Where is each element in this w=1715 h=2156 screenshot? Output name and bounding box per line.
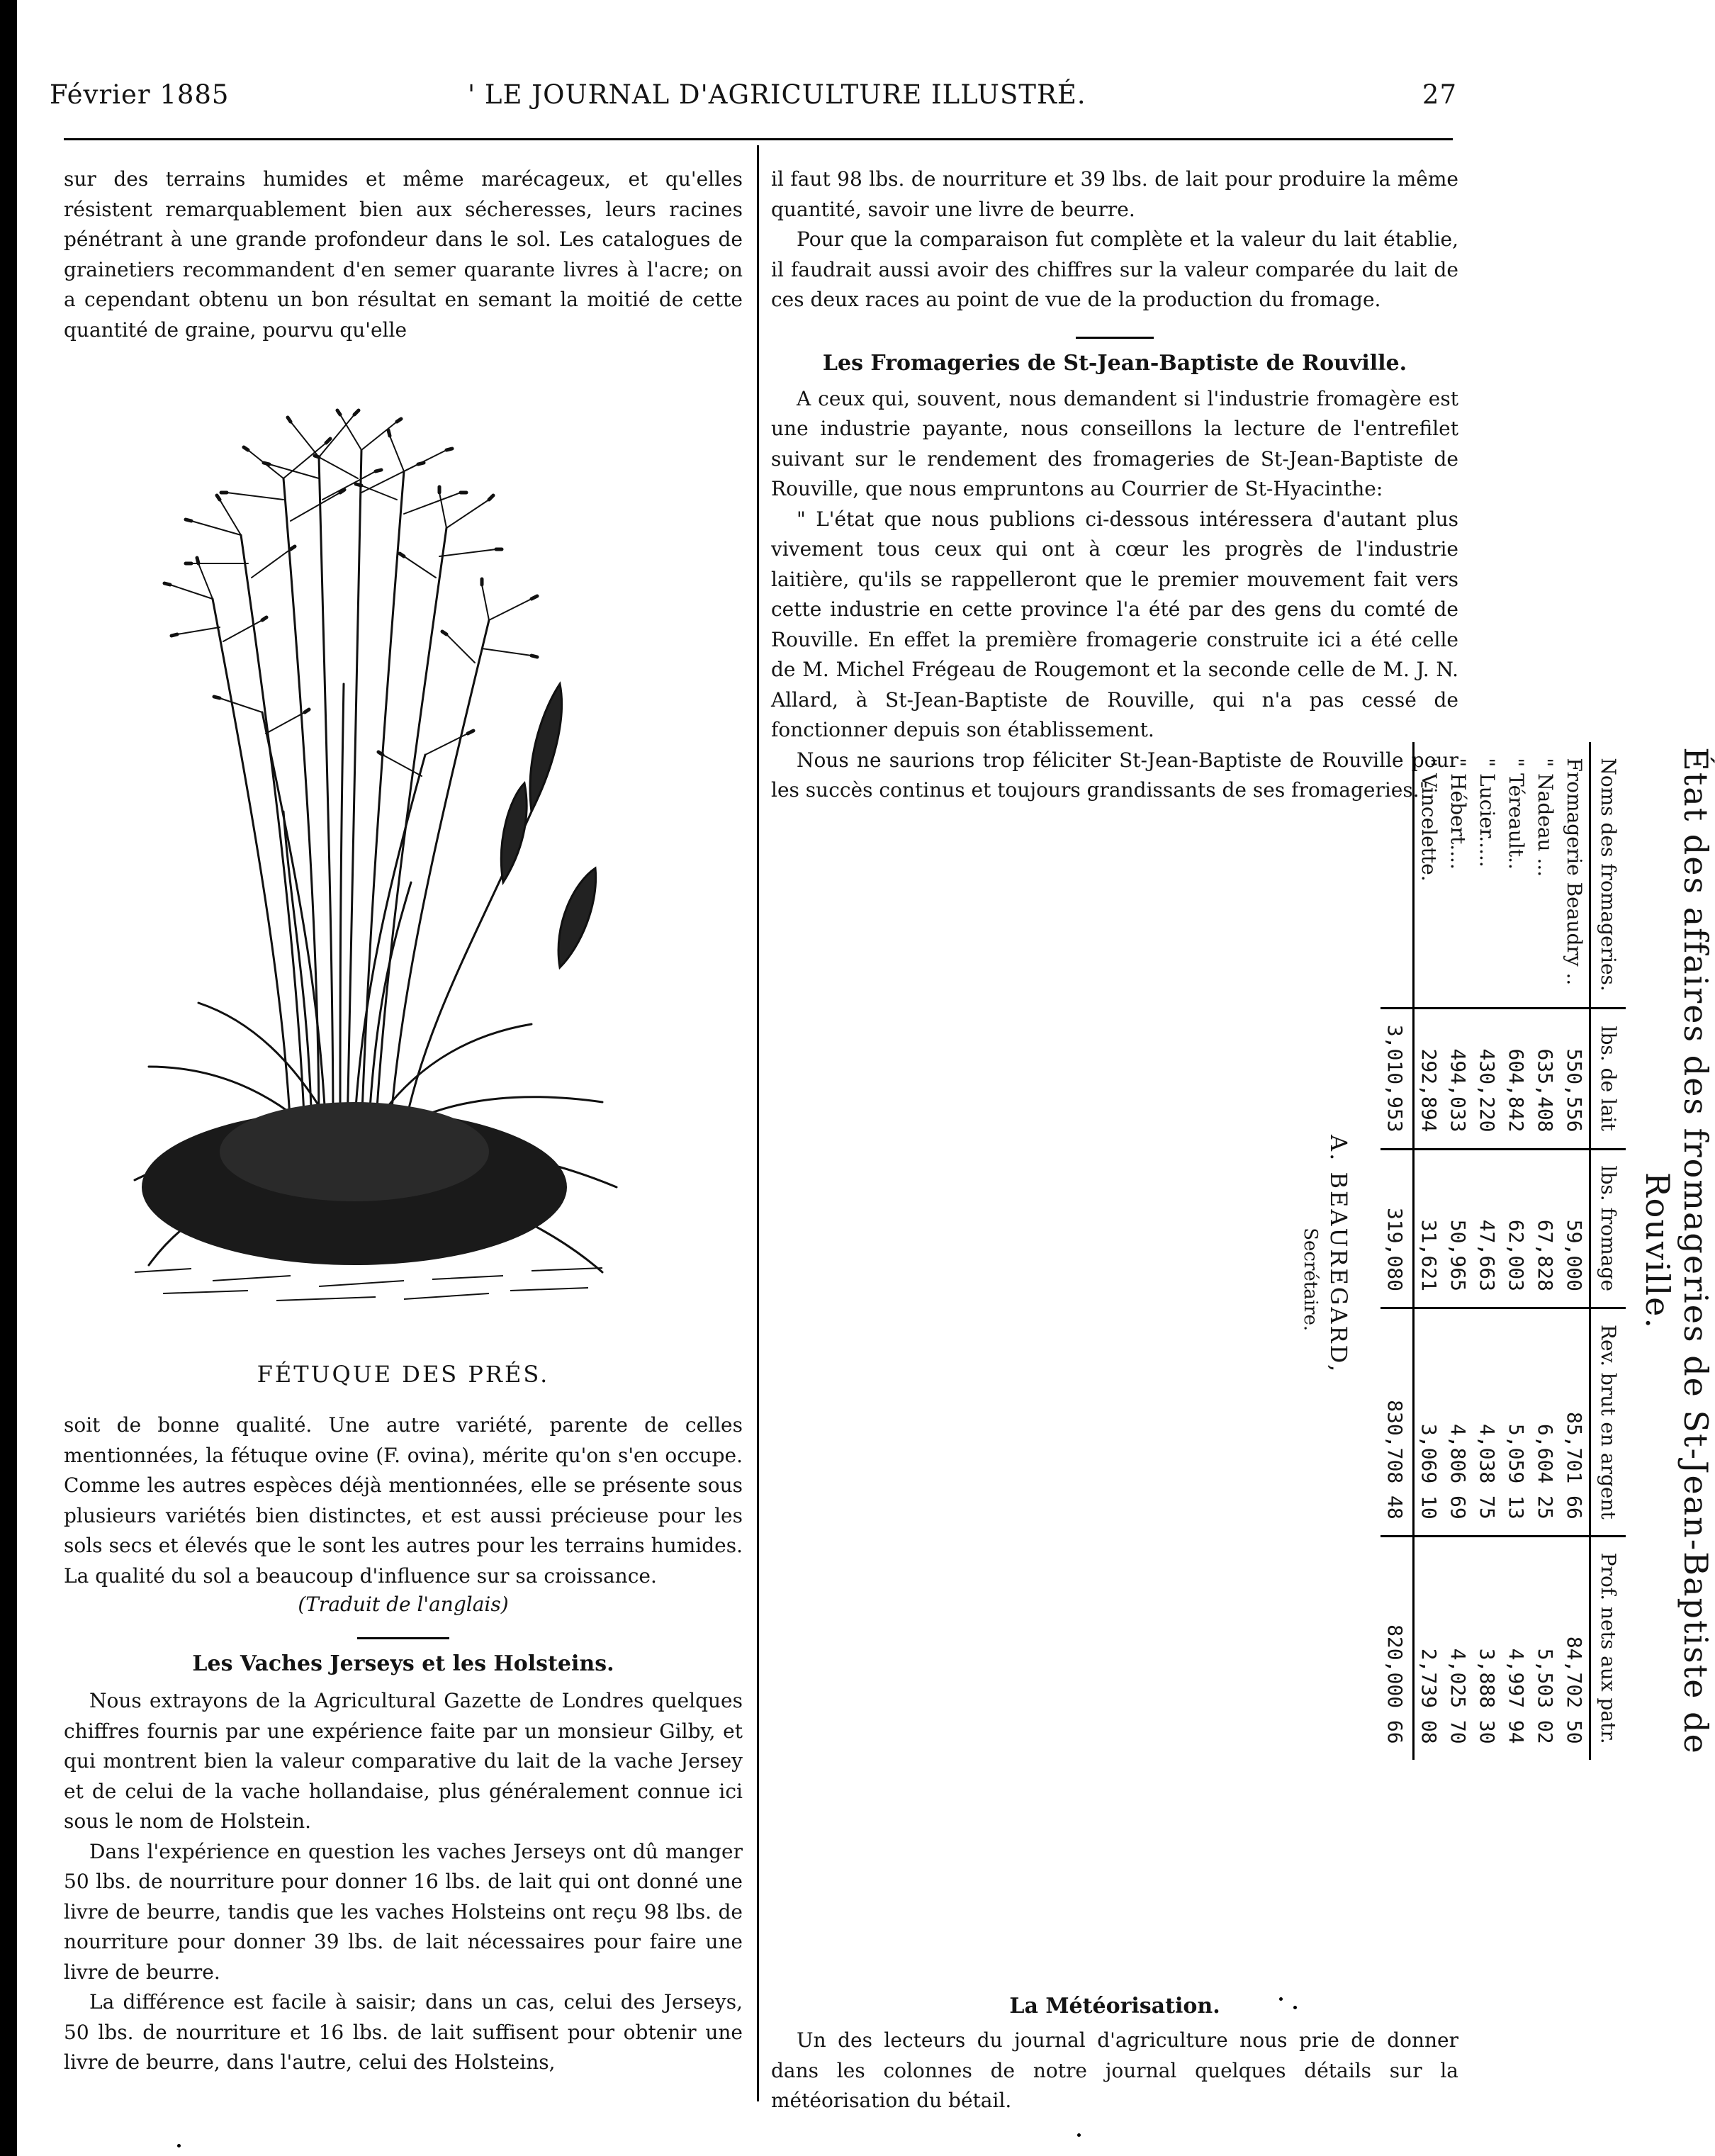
paragraph: sur des terrains humides et même marécageux, et qu'elles résistent remarquablement bien aux sécheresses, leurs racines pénétrant à une grande profondeur dans le sol. Les catalogues de grainetiers recommandent d'en semer quarante livres à l'acre; on a cependant obtenu un bon résultat en semant la moitié de cette quantité de graine, pourvu qu'elle <box>64 167 743 342</box>
section-title: Les Fromageries de St-Jean-Baptiste de Rouville. <box>822 350 1407 376</box>
table-cell: " Nadeau ... <box>1534 758 1557 877</box>
table-cell: 85,701 66 <box>1560 1308 1590 1536</box>
left-column-body <box>64 1410 743 2078</box>
signature: A. BEAUREGARD, <box>1325 1135 1352 1374</box>
grass-engraving <box>106 386 659 1350</box>
right-column-bottom <box>771 1992 1458 2116</box>
column-header: lbs. fromage <box>1590 1149 1626 1308</box>
table-header-row <box>1590 742 1626 1759</box>
table-cell: 4,038 75 <box>1473 1308 1502 1536</box>
table-cell: 830,708 48 <box>1381 1308 1414 1536</box>
table-cell: 62,003 <box>1502 1149 1531 1308</box>
table-row <box>1560 742 1590 1759</box>
table-total-row <box>1381 742 1414 1759</box>
table-cell: 4,806 69 <box>1444 1308 1473 1536</box>
column-header: lbs. de lait <box>1590 1008 1626 1149</box>
table-row <box>1473 742 1502 1759</box>
fromageries-table-block <box>1049 670 1715 1832</box>
table-cell: 494,033 <box>1444 1008 1473 1149</box>
column-header: Noms des fromageries. <box>1590 742 1626 1008</box>
paragraph: il faut 98 lbs. de nourriture et 39 lbs. de lait pour produire la même quantité, savoir une livre de beurre. <box>771 167 1458 221</box>
table-cell: 635,408 <box>1531 1008 1560 1149</box>
section-divider <box>357 1637 449 1639</box>
table-caption: État des affaires des fromageries de St-Jean-Baptiste de Rouville. <box>1638 747 1715 1755</box>
fetuque-illustration <box>106 386 659 1350</box>
fromageries-table <box>1381 742 1626 1759</box>
table-cell: 67,828 <box>1531 1149 1560 1308</box>
table-cell: 6,604 25 <box>1531 1308 1560 1536</box>
paragraph: Dans l'expérience en question les vaches Jerseys ont dû manger 50 lbs. de nourriture pour donner 16 lbs. de lait qui ont donné une livre de beurre, tandis que les vaches Holsteins ont reçu 98 lbs. de nourriture pour donner 39 lbs. de lait nécessaires pour faire une livre de beurre. <box>64 1839 743 1984</box>
table-cell: " Lucier..... <box>1475 758 1499 868</box>
table-cell: 820,000 66 <box>1381 1536 1414 1759</box>
table-cell: 3,888 30 <box>1473 1536 1502 1759</box>
table-cell: 59,000 <box>1560 1149 1590 1308</box>
table-cell: 84,702 50 <box>1560 1536 1590 1759</box>
signature-role: Secrétaire. <box>1300 1228 1321 1332</box>
figure-caption: FÉTUQUE DES PRÉS. <box>257 1361 550 1388</box>
table-cell: 3,010,953 <box>1381 1008 1414 1149</box>
table-row <box>1531 742 1560 1759</box>
table-cell: Fromagerie Beaudry .. <box>1563 758 1586 986</box>
column-divider <box>757 145 759 2101</box>
paragraph: La différence est facile à saisir; dans un cas, celui des Jerseys, 50 lbs. de nourriture et 16 lbs. de lait suffisent pour obtenir une livre de beurre, dans l'autre, celui des Holsteins, <box>64 1990 743 2074</box>
table-cell: 50,965 <box>1444 1149 1473 1308</box>
translation-credit: (Traduit de l'anglais) <box>298 1593 509 1616</box>
column-header: Rev. brut en argent <box>1590 1308 1626 1536</box>
paragraph: Nous extrayons de la Agricultural Gazette de Londres quelques chiffres fournis par une expérience faite par un monsieur Gilby, et qui montrent bien la valeur comparative du lait de la vache Jersey et de celui de la vache hollandaise, plus généralement connue ici sous le nom de Holstein. <box>64 1689 743 1833</box>
column-header: Prof. nets aux patr. <box>1590 1536 1626 1759</box>
table-cell: 5,059 13 <box>1502 1308 1531 1536</box>
issue-date: Février 1885 <box>50 79 230 110</box>
journal-title: ' LE JOURNAL D'AGRICULTURE ILLUSTRÉ. <box>468 79 1086 110</box>
table-cell: " Téreault.. <box>1505 758 1528 870</box>
table-cell: 5,503 02 <box>1531 1536 1560 1759</box>
header-rule <box>64 138 1453 140</box>
section-title: La Météorisation. <box>1009 1994 1220 2019</box>
table-cell: " Vincelette. <box>1417 758 1441 882</box>
print-speck <box>1077 2133 1081 2137</box>
table-cell: 31,621 <box>1414 1149 1444 1308</box>
section-title: Les Vaches Jerseys et les Holsteins. <box>192 1651 614 1676</box>
table-cell: 2,739 08 <box>1414 1536 1444 1759</box>
table-cell: 3,069 10 <box>1414 1308 1444 1536</box>
paragraph: Nous ne saurions trop féliciter St-Jean-Baptiste de Rouville pour les succès continus et toujours grandissants de ses fromageries." <box>771 748 1458 802</box>
table-cell: 47,663 <box>1473 1149 1502 1308</box>
paragraph: " L'état que nous publions ci-dessous intéressera d'autant plus vivement tous ceux qui ont à cœur les progrès de l'industrie laitière, qu'ils se rappelleront que le premier mouvement fait vers cette industrie en cette province l'a été par des gens du comté de Rouville. En effet la première fromagerie construite ici a été celle de M. Michel Frégeau de Rougemont et la seconde celle de M. J. N. Allard, à St-Jean-Baptiste de Rouville, qui n'a pas cessé de fonctionner depuis son établissement. <box>771 507 1458 741</box>
page-header <box>50 79 1457 122</box>
paragraph: Un des lecteurs du journal d'agriculture nous prie de donner dans les colonnes de notre journal quelques détails sur la météorisation du bétail. <box>771 2028 1458 2112</box>
print-speck <box>177 2144 181 2147</box>
paragraph: Pour que la comparaison fut complète et la valeur du lait établie, il faudrait aussi avoir des chiffres sur la valeur comparée du lait de ces deux races au point de vue de la production du fromage. <box>771 228 1458 311</box>
section-divider <box>1076 337 1154 339</box>
table-cell: " Hébert.... <box>1446 758 1470 870</box>
paragraph: A ceux qui, souvent, nous demandent si l'industrie fromagère est une industrie payante, nous conseillons la lecture de l'entrefilet suivant sur le rendement des fromageries de St-Jean-Baptiste de Rouville, que nous empruntons au Courrier de St-Hyacinthe: <box>771 386 1458 500</box>
print-speck <box>1279 1997 1283 2001</box>
table-row <box>1502 742 1531 1759</box>
table-cell: 4,025 70 <box>1444 1536 1473 1759</box>
table-row <box>1444 742 1473 1759</box>
paragraph: soit de bonne qualité. Une autre variété, parente de celles mentionnées, la fétuque ovine (F. ovina), mérite qu'on s'en occupe. Comme les autres espèces déjà mentionnées, elle se présente sous plusieurs variétés bien distinctes, et est aussi précieuse pour les sols secs et élevés que le sont les autres pour les terrains humides. La qualité du sol a beaucoup d'influence sur sa croissance. <box>64 1413 743 1588</box>
print-speck <box>1293 2006 1297 2009</box>
table-cell: 430,220 <box>1473 1008 1502 1149</box>
table-cell: 4,997 94 <box>1502 1536 1531 1759</box>
table-cell: 292,894 <box>1414 1008 1444 1149</box>
page-number: 27 <box>1422 79 1457 110</box>
table-cell: 319,080 <box>1381 1149 1414 1308</box>
page-edge-bar <box>0 0 17 2156</box>
table-cell: 604,842 <box>1502 1008 1531 1149</box>
left-column-top <box>64 164 743 345</box>
table-row <box>1414 742 1444 1759</box>
table-cell: 550,556 <box>1560 1008 1590 1149</box>
table-cell <box>1381 742 1414 1008</box>
